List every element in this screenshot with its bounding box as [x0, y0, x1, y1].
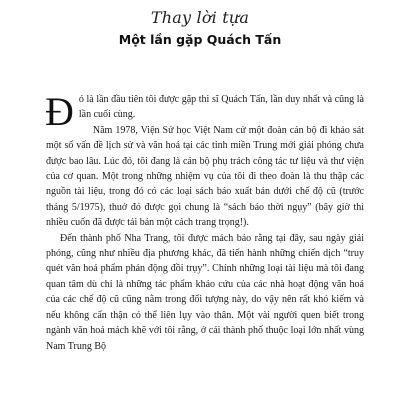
- chapter-title: Một lần gặp Quách Tấn: [118, 32, 282, 47]
- article-body: [45, 89, 364, 354]
- paragraph-3: Đến thành phố Nha Trang, tôi được mách bảo rằng tại đây, sau ngày giải phóng, cũng như nhiều địa phương khác, đã tiến hành những chiến dịch “truy quét văn hoá phẩm phản động đồi trụy”. Chính những loại tài liệu mà tôi đang quan tâm dù chỉ là những tác phẩm khảo cứu của các nhà hoạt động văn hoá của các chế độ cũ cũng nằm trong đối tượng này, do vậy nên rất khó kiếm và nếu không cẩn thận có thể liên lụy vào thân. Một vài người quen biết trong ngành văn hoá mách khẽ với tôi rằng, ở cái thành phố thuộc loại lớn nhất vùng Nam Trung Bộ: [46, 232, 364, 352]
- preface-title: Thay lời tựa: [150, 8, 250, 27]
- page-heading: [0, 8, 400, 48]
- paragraph-1: [45, 89, 364, 134]
- drop-cap: Đ: [45, 89, 74, 134]
- paragraph-2: Năm 1978, Viện Sử học Việt Nam cử một đoàn cán bộ đi khảo sát một số vấn đề lịch sử và văn hoá tại các tỉnh miền Trung mới giải phóng chưa được bao lâu. Lúc đó, tôi đang là cán bộ phụ trách công tác tư liệu và thư viện của cơ quan. Một trong những nhiệm vụ của tôi đi theo đoàn là thu thập các nguồn tài liệu, trong đó có các loại sách báo xuất bản dưới chế độ cũ (trước tháng 5/1975), thuở đó được gọi chung là “sách báo thời ngụy” (bây giờ thì nhiều cuốn đã được tái bản một cách trang trọng!).: [46, 124, 364, 229]
- paragraph-1-text: ó là lần đầu tiên tôi được gặp thi sĩ Quách Tấn, lần duy nhất và cũng là lần cuối cùng.: [78, 94, 364, 121]
